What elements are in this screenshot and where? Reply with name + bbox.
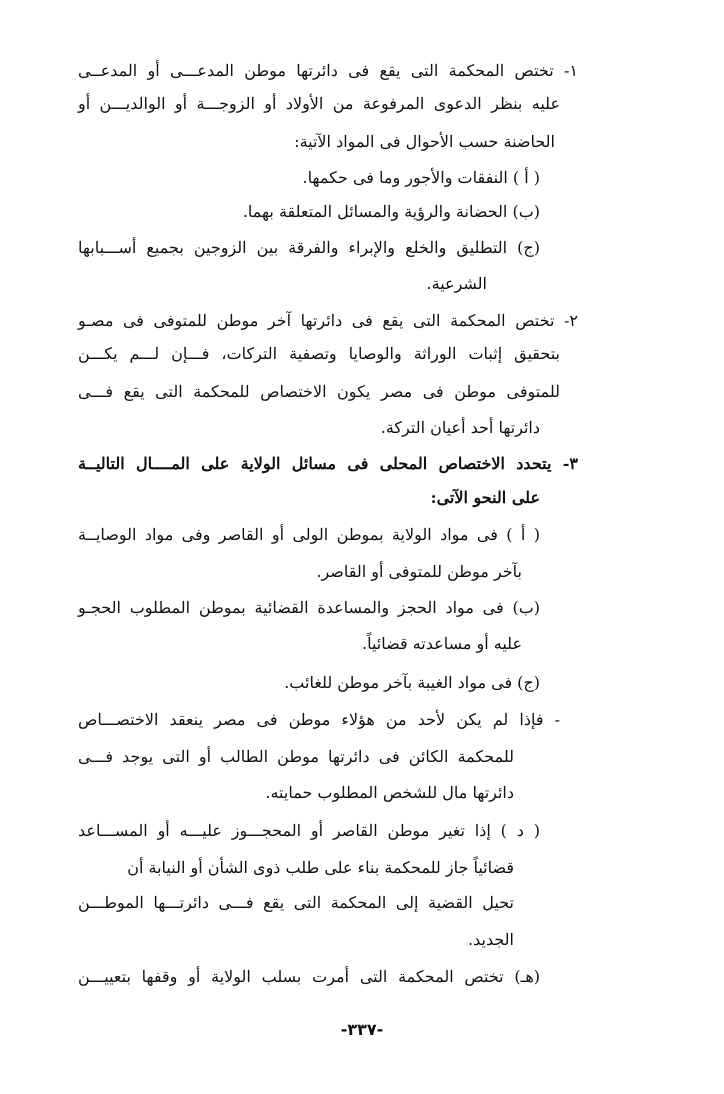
text-line: بآخر موطن للمتوفى أو القاصر. [316,562,522,581]
page-number: -٣٣٧- [340,1020,384,1039]
text-line: للمتوفى موطن فى مصر يكون الاختصاص للمحكمة التى يقع فـــى [78,382,560,401]
text-line: (هـ) تختص المحكمة التى أمرت بسلب الولاية أو وقفها بتعييـــن [78,967,540,986]
text-line: تحيل القضية إلى المحكمة التى يقع فـــى دائرتـــها الموطـــن [78,893,514,912]
text-line: للمحكمة الكائن فى دائرتها موطن الطالب أو التى يوجد فـــى [78,747,514,766]
text-line: (ج) التطليق والخلع والإبراء والفرقة بين الزوجين بجميع أســـبابها [78,238,540,257]
text-line: ١- تختص المحكمة التى يقع فى دائرتها موطن المدعـــى أو المدعــى [78,61,578,80]
text-line: على النحو الآتى: [430,488,540,507]
text-line: الجديد. [468,930,514,949]
text-line: - فإذا لم يكن لأحد من هؤلاء موطن فى مصر ينعقد الاختصـــاص [78,710,560,729]
text-line: الشرعية. [426,274,487,293]
text-line: ( د ) إذا تغير موطن القاصر أو المحجـــوز عليـــه أو المســـاعد [78,821,540,840]
text-line: ٢- تختص المحكمة التى يقع فى دائرتها آخر موطن للمتوفى فى مصـو [78,311,578,330]
text-line: قضائياً جاز للمحكمة بناء على طلب ذوى الشأن أو النيابة أن [127,858,514,877]
text-line: ٣- يتحدد الاختصاص المحلى فى مسائل الولاية على المــــال التاليــة [78,454,578,473]
text-line: ( أ ) النفقات والأجور وما فى حكمها. [302,168,540,187]
text-line: بتحقيق إثبات الوراثة والوصايا وتصفية التركات، فـــإن لـــم يكـــن [78,344,560,363]
text-line: الحاضنة حسب الأحوال فى المواد الآتية: [294,132,555,151]
text-line: عليه أو مساعدته قضائياً. [361,634,522,653]
text-line: (ج) فى مواد الغيبة بآخر موطن للغائب. [284,673,540,692]
text-line: (ب) الحضانة والرؤية والمسائل المتعلقة بهما. [242,202,540,221]
text-line: ( أ ) فى مواد الولاية بموطن الولى أو القاصر وفى مواد الوصايــة [78,525,540,544]
text-line: (ب) فى مواد الحجز والمساعدة القضائية بموطن المطلوب الحجـو [78,598,540,617]
text-line: عليه بنظر الدعوى المرفوعة من الأولاد أو الزوجـــة أو الوالديـــن أو [78,94,560,113]
text-line: دائرتها أحد أعيان التركة. [380,418,540,437]
text-line: دائرتها مال للشخص المطلوب حمايته. [265,783,514,802]
